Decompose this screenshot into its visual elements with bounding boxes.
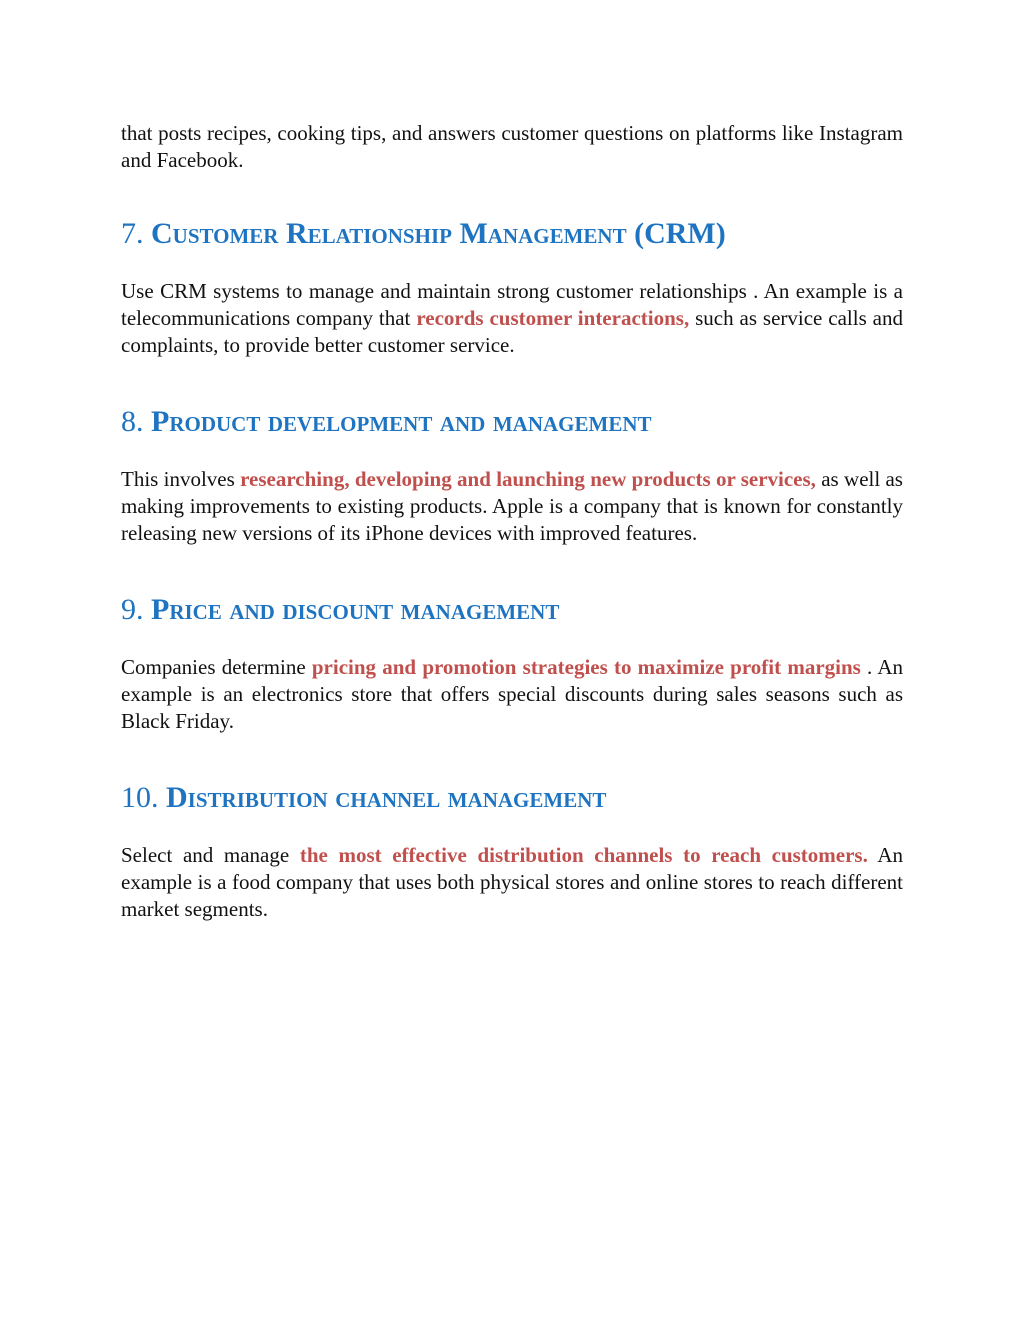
section-8-heading (121, 402, 903, 442)
section-8-text-before: This involves (121, 467, 241, 491)
section-9-heading (121, 590, 903, 630)
section-9-paragraph (121, 654, 903, 735)
section-9-highlight: pricing and promotion strategies to maximize profit margins (311, 655, 861, 679)
section-10-heading (121, 778, 903, 818)
section-7-text-after: such as service calls and complaints, to provide better customer service. (121, 306, 903, 357)
section-10-text-before: Select and manage (121, 843, 300, 867)
section-8-text-after: as well as making improvements to existing products. Apple is a company that is known for constantly releasing new versions of its iPhone devices with improved features. (121, 467, 903, 545)
intro-paragraph: that posts recipes, cooking tips, and answers customer questions on platforms like Instagram and Facebook. (121, 121, 903, 172)
section-8-number: 8. (121, 405, 144, 438)
section-9-text-after: . An example is an electronics store that offers special discounts during sales seasons such as Black Friday. (121, 655, 903, 733)
section-9-title: Price and discount management (151, 593, 560, 626)
section-9-number: 9. (121, 593, 144, 626)
section-10-text-after: An example is a food company that uses both physical stores and online stores to reach different market segments. (121, 843, 903, 921)
section-7-highlight: records customer interactions, (416, 306, 690, 330)
section-7-number: 7. (121, 217, 144, 250)
section-8-highlight: researching, developing and launching new products or services, (240, 467, 816, 491)
section-10-title: Distribution channel management (166, 781, 607, 814)
section-8-paragraph (121, 466, 903, 547)
section-8-title: Product development and management (151, 405, 652, 438)
section-7-title: Customer Relationship Management (CRM) (151, 217, 726, 250)
section-10-highlight: the most effective distribution channels to reach customers. (299, 843, 868, 867)
section-7-paragraph (121, 278, 903, 359)
section-7-heading (121, 214, 903, 254)
section-9-text-before: Companies determine (121, 655, 312, 679)
section-7-text-before: Use CRM systems to manage and maintain strong customer relationships . An example is a telecommunications company that (121, 279, 903, 330)
section-10-paragraph (121, 842, 903, 923)
document-page (121, 120, 903, 923)
section-10-number: 10. (121, 781, 159, 814)
